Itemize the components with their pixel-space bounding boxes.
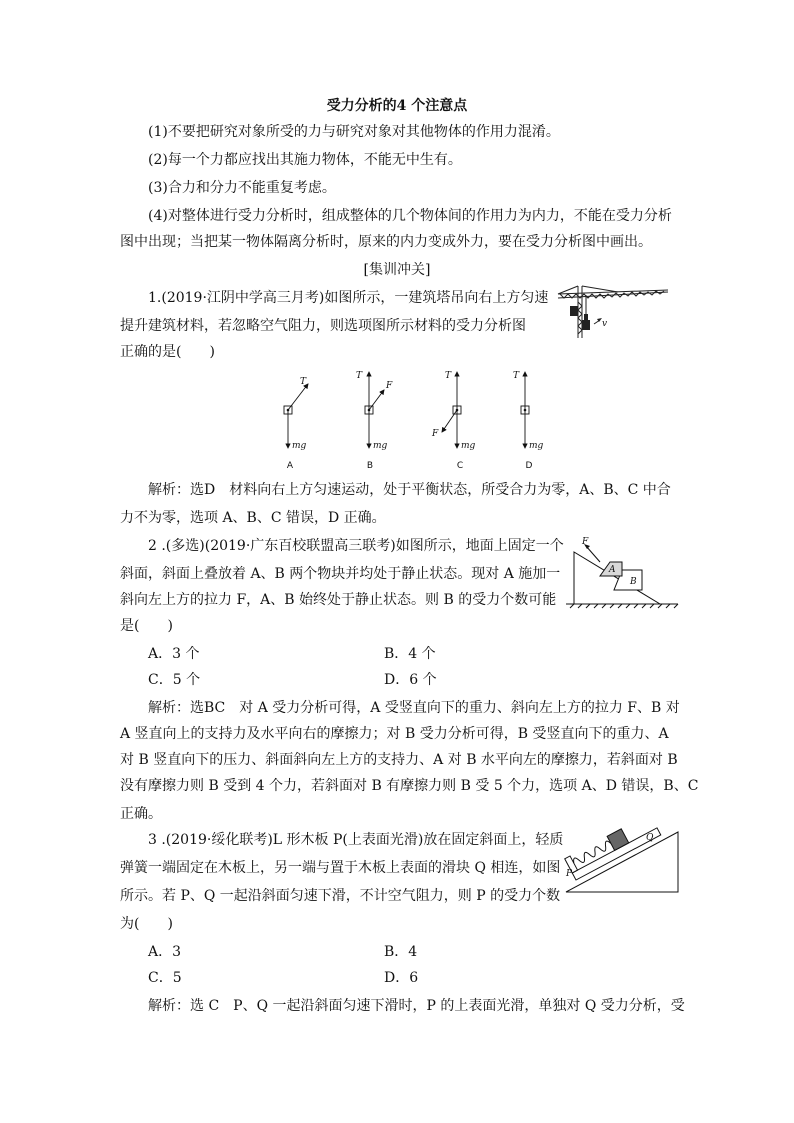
svg-text:F: F bbox=[582, 537, 589, 547]
svg-text:F: F bbox=[432, 429, 439, 439]
q2-option-c: C．5 个 bbox=[148, 672, 201, 688]
option-a-diagram bbox=[284, 377, 308, 471]
q2-option-a: A．3 个 bbox=[148, 646, 200, 662]
option-b-label: B bbox=[366, 461, 374, 471]
section-title: [集训冲关] bbox=[363, 262, 431, 278]
q1-analysis-line-2: 力不为零，选项 A、B、C 错误，D 正确。 bbox=[120, 510, 386, 526]
svg-text:mg: mg bbox=[373, 441, 388, 451]
option-d-diagram bbox=[513, 371, 544, 471]
q2-incline-figure bbox=[564, 532, 680, 612]
svg-text:A: A bbox=[609, 565, 616, 575]
q1-force-diagrams bbox=[270, 364, 560, 476]
crane-figure bbox=[548, 284, 672, 354]
q3-stem-line-3: 所示。若 P、Q 一起沿斜面匀速下滑，不计空气阻力，则 P 的受力个数 bbox=[120, 888, 561, 904]
q1-stem-line-1: 1.(2019·江阴中学高三月考)如图所示，一建筑塔吊向右上方匀速 bbox=[148, 290, 549, 306]
q2-stem-line-2: 斜面，斜面上叠放着 A、B 两个物块并均处于静止状态。现对 A 施加一 bbox=[120, 566, 561, 582]
q1-stem-line-2: 提升建筑材料，若忽略空气阻力，则选项图所示材料的受力分析图 bbox=[120, 318, 526, 334]
crane-velocity-label: v bbox=[602, 319, 608, 329]
svg-text:mg: mg bbox=[292, 441, 307, 451]
q1-analysis-line-1: 解析：选D 材料向右上方匀速运动，处于平衡状态，所受合力为零，A、B、C 中合 bbox=[148, 482, 671, 498]
q2-analysis-line-3: 对 B 竖直向下的压力、斜面斜向左上方的支持力、A 对 B 水平向左的摩擦力，若斜面对 B bbox=[120, 752, 678, 768]
note-4-line-1: (4)对整体进行受力分析时，组成整体的几个物体间的作用力为内力，不能在受力分析 bbox=[148, 208, 672, 224]
q2-analysis-line-4: 没有摩擦力则 B 受到 4 个力，若斜面对 B 有摩擦力则 B 受 5 个力，选项 A、D 错误，B、C bbox=[120, 778, 699, 794]
option-a-label: A bbox=[286, 461, 294, 471]
svg-text:T: T bbox=[513, 371, 520, 381]
svg-text:F: F bbox=[386, 381, 393, 391]
note-4-line-2: 图中出现；当把某一物体隔离分析时，原来的内力变成外力，要在受力分析图中画出。 bbox=[120, 234, 652, 250]
svg-text:mg: mg bbox=[529, 441, 544, 451]
q2-analysis-line-5: 正确。 bbox=[120, 806, 162, 822]
q2-option-b: B．4 个 bbox=[384, 646, 436, 662]
q3-spring-board-figure bbox=[562, 826, 682, 896]
q3-stem-line-4: 为( ) bbox=[120, 916, 173, 932]
svg-text:B: B bbox=[630, 577, 637, 587]
q3-option-b: B．4 bbox=[384, 944, 418, 960]
option-d-label: D bbox=[525, 461, 533, 471]
q3-stem-line-2: 弹簧一端固定在木板上，另一端与置于木板上表面的滑块 Q 相连，如图 bbox=[120, 860, 561, 876]
svg-text:mg: mg bbox=[461, 441, 476, 451]
note-1: (1)不要把研究对象所受的力与研究对象对其他物体的作用力混淆。 bbox=[148, 124, 560, 140]
q3-option-a: A．3 bbox=[148, 944, 182, 960]
crane-load bbox=[582, 320, 590, 330]
svg-text:Q: Q bbox=[646, 833, 654, 843]
page-title: 受力分析的4 个注意点 bbox=[326, 98, 468, 114]
q2-stem-line-4: 是( ) bbox=[120, 618, 173, 634]
q3-option-d: D．6 bbox=[384, 970, 419, 986]
q1-stem-line-3: 正确的是( ) bbox=[120, 344, 215, 360]
option-c-diagram bbox=[431, 371, 476, 471]
q2-analysis-line-1: 解析：选BC 对 A 受力分析可得，A 受竖直向下的重力、斜向左上方的拉力 F、B 对 bbox=[148, 700, 680, 716]
q3-analysis-line-1: 解析：选 C P、Q 一起沿斜面匀速下滑时，P 的上表面光滑，单独对 Q 受力分析，受 bbox=[148, 998, 685, 1014]
svg-text:T: T bbox=[445, 371, 452, 381]
svg-text:T: T bbox=[356, 371, 363, 381]
q3-stem-line-1: 3 .(2019·绥化联考)L 形木板 P(上表面光滑)放在固定斜面上，轻质 bbox=[148, 832, 564, 848]
svg-text:T: T bbox=[300, 377, 307, 387]
note-3: (3)合力和分力不能重复考虑。 bbox=[148, 180, 336, 196]
q2-option-d: D．6 个 bbox=[384, 672, 437, 688]
note-2: (2)每一个力都应找出其施力物体，不能无中生有。 bbox=[148, 152, 462, 168]
option-b-diagram bbox=[356, 371, 393, 471]
q2-stem-line-3: 斜向左上方的拉力 F，A、B 始终处于静止状态。则 B 的受力个数可能 bbox=[120, 592, 557, 608]
svg-text:P: P bbox=[566, 869, 573, 879]
option-c-label: C bbox=[456, 461, 464, 471]
q3-option-c: C．5 bbox=[148, 970, 182, 986]
q2-stem-line-1: 2 .(多选)(2019·广东百校联盟高三联考)如图所示，地面上固定一个 bbox=[148, 538, 564, 554]
q2-analysis-line-2: A 竖直向上的支持力及水平向右的摩擦力；对 B 受力分析可得，B 受竖直向下的重力、A bbox=[120, 726, 669, 742]
